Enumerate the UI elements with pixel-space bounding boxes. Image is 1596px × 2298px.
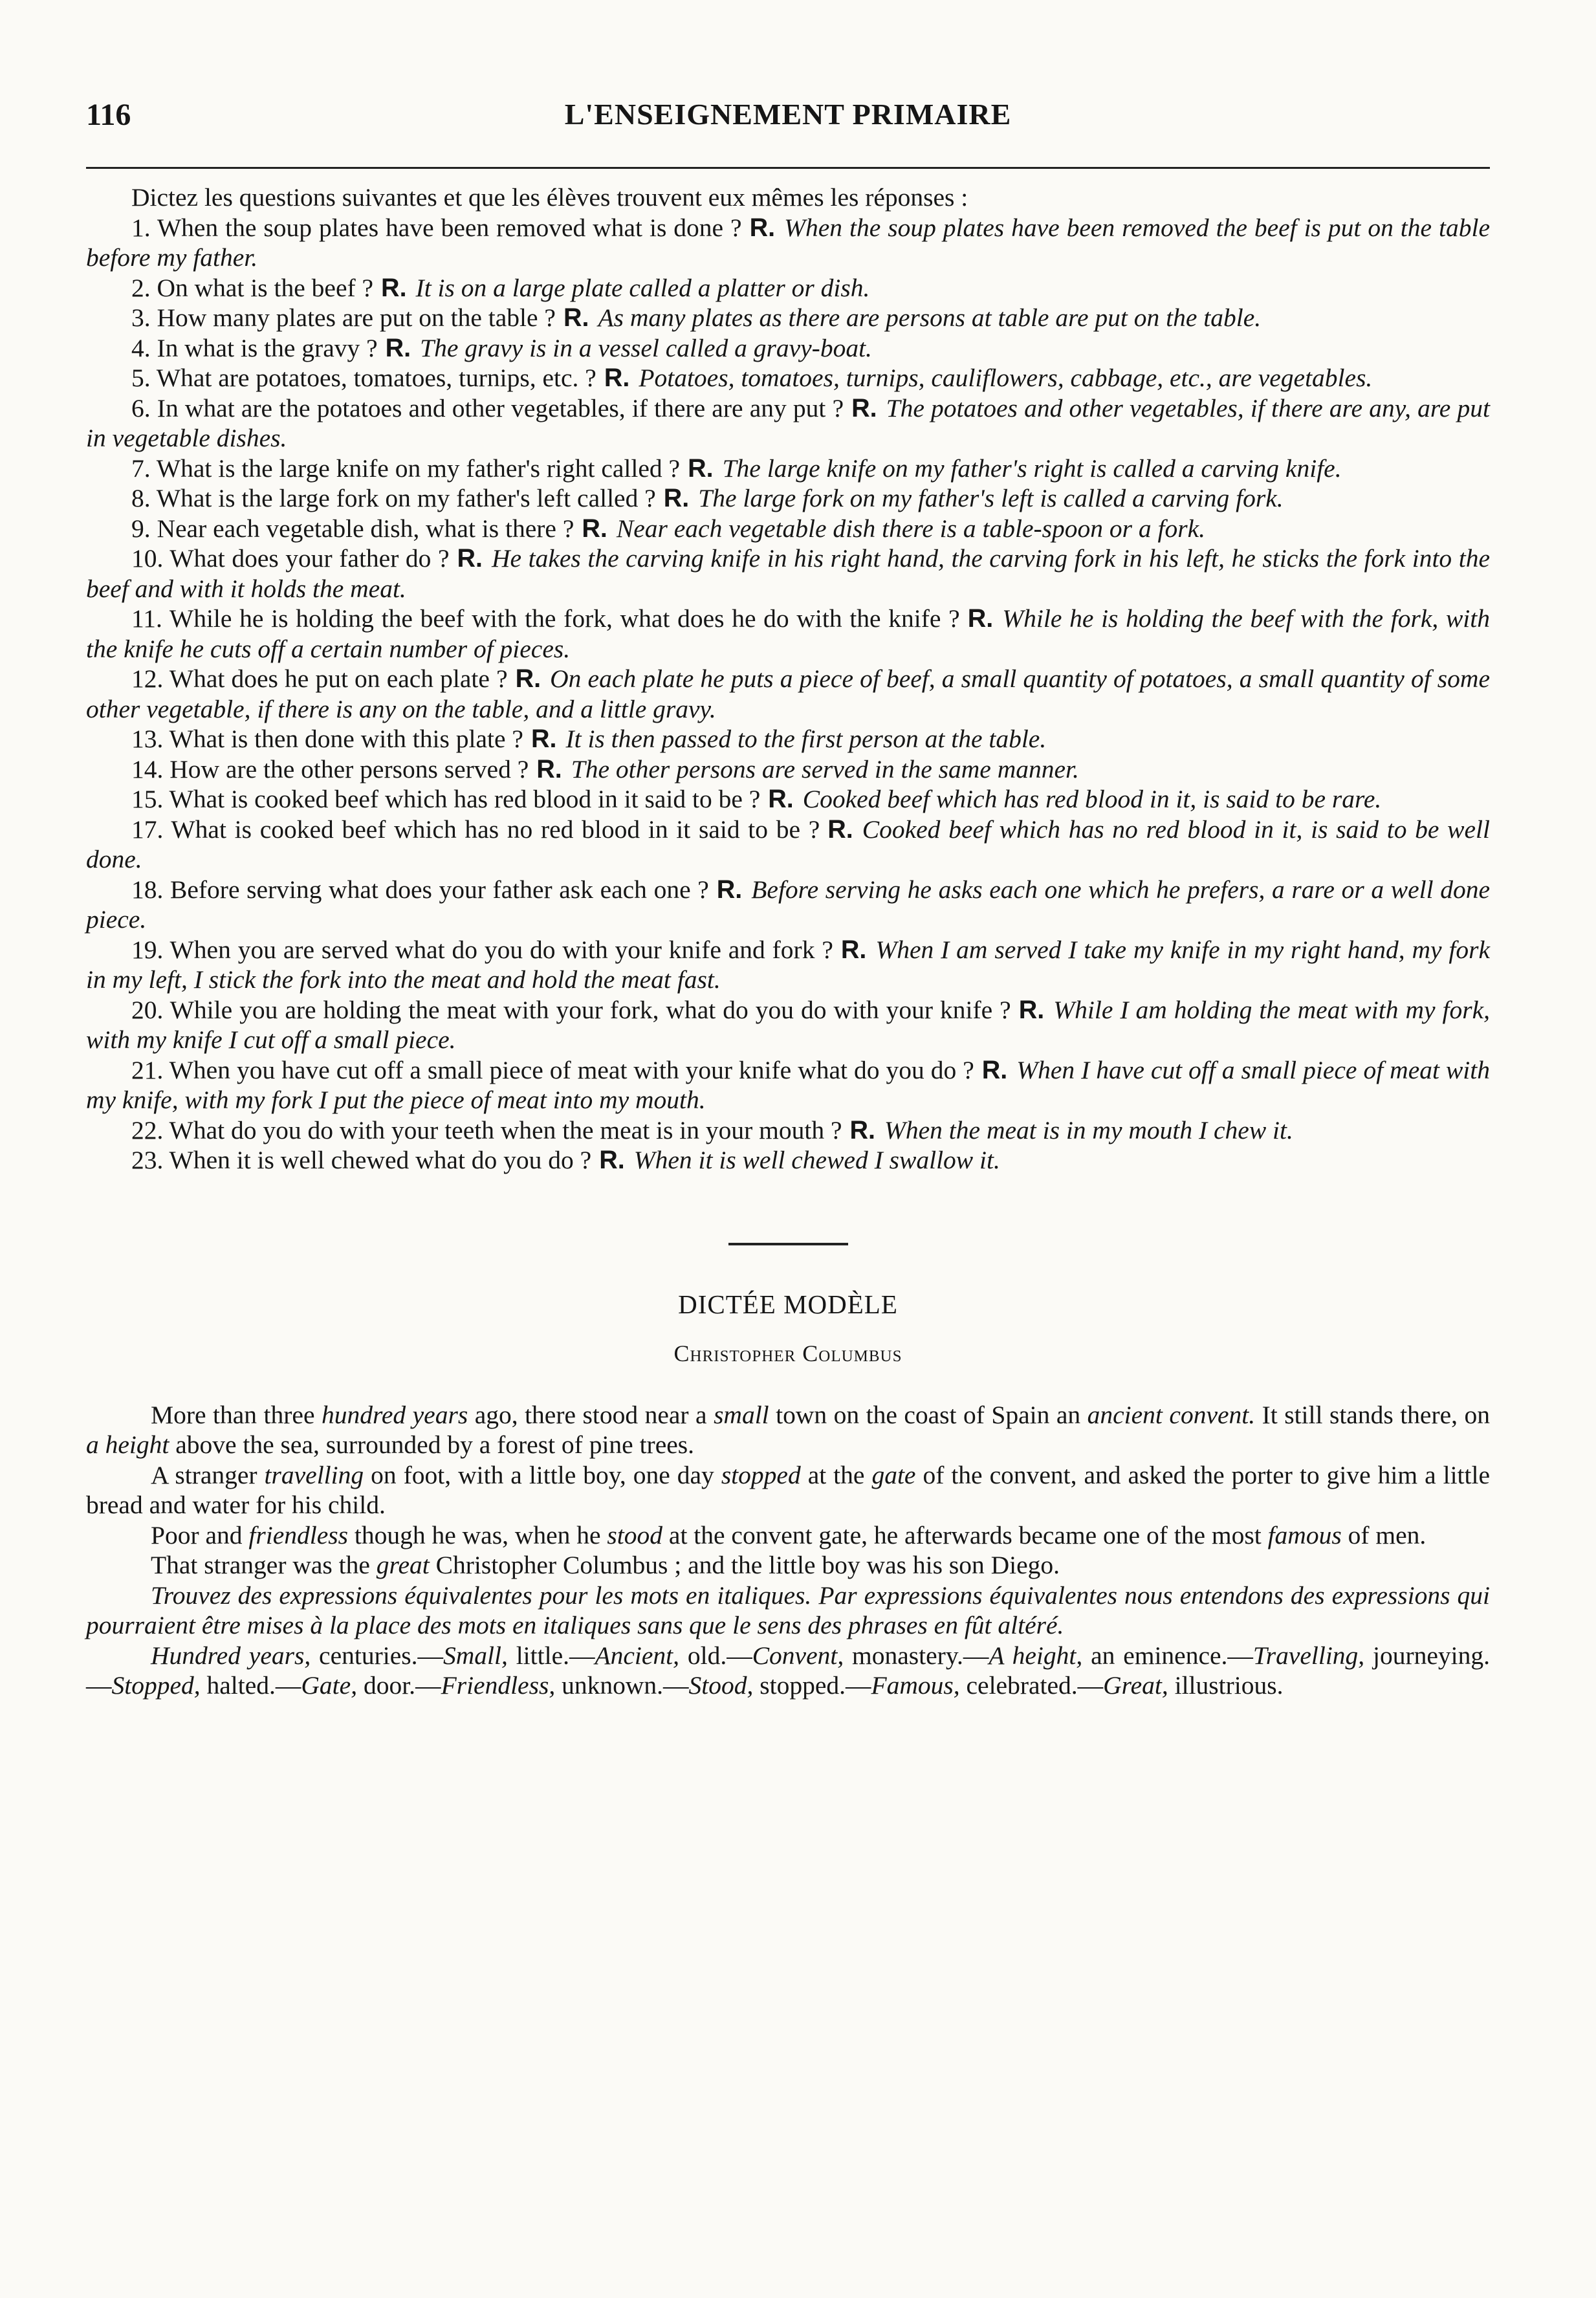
- answer-text: It is on a large plate called a platter or dish.: [415, 273, 870, 302]
- equivalent-word: Stopped,: [111, 1671, 201, 1700]
- question-text: When the soup plates have been removed what is done ?: [150, 213, 742, 242]
- question-text: What is then done with this plate ?: [163, 725, 523, 753]
- equivalent-word: Great,: [1103, 1671, 1168, 1700]
- question-number: 6.: [131, 393, 151, 422]
- question-item: [86, 393, 1490, 454]
- dictee-paragraph: [86, 1520, 1490, 1551]
- answer-text: As many plates as there are persons at table are put on the table.: [598, 303, 1262, 332]
- question-text: When you are served what do you do with your knife and fork ?: [163, 935, 833, 964]
- equivalent-meaning: centuries.: [311, 1641, 418, 1670]
- answer-marker: R.: [381, 273, 407, 302]
- text-run: of men.: [1341, 1520, 1427, 1549]
- question-text: In what is the gravy ?: [150, 333, 378, 362]
- answer-marker: R.: [716, 875, 743, 904]
- text-run: Poor and: [151, 1520, 249, 1549]
- question-item: [86, 454, 1490, 484]
- italic-word: ancient: [1087, 1400, 1163, 1429]
- text-run: above the sea, surrounded by a forest of pine trees.: [169, 1430, 695, 1459]
- question-text: What do you do with your teeth when the meat is in your mouth ?: [163, 1115, 842, 1144]
- equivalent-word: A height,: [989, 1641, 1083, 1670]
- answer-marker: R.: [688, 454, 714, 483]
- equivalent-meaning: door.: [357, 1671, 416, 1700]
- text-run: at the convent gate, he afterwards became one of the most: [662, 1520, 1268, 1549]
- text-run: More than three: [151, 1400, 322, 1429]
- question-number: 17.: [131, 815, 164, 844]
- answer-marker: R.: [563, 303, 589, 332]
- question-number: 18.: [131, 875, 164, 904]
- question-number: 23.: [131, 1146, 164, 1174]
- dictee-paragraph: [86, 1460, 1490, 1520]
- equivalent-meaning: monastery.: [844, 1641, 963, 1670]
- answer-text: When the meat is in my mouth I chew it.: [884, 1115, 1293, 1144]
- question-number: 12.: [131, 664, 164, 693]
- answer-marker: R.: [457, 544, 483, 573]
- answer-text: Near each vegetable dish there is a table-spoon or a fork.: [616, 514, 1206, 543]
- question-item: [86, 935, 1490, 995]
- equivalent-meaning: stopped.: [753, 1671, 846, 1700]
- equivalent-word: Friendless,: [441, 1671, 556, 1700]
- dictee-instruction: Trouvez des expressions équivalentes pour les mots en italiques. Par expressions équivalentes nous entendons des expressions qui pourraient être mises à la place des mots en italiques sans que le sens des phrases en fût altéré.: [86, 1581, 1490, 1639]
- page-number: 116: [86, 98, 131, 132]
- question-text: Before serving what does your father ask each one ?: [163, 875, 709, 904]
- question-item: [86, 333, 1490, 364]
- equivalent-word: Small,: [443, 1641, 508, 1670]
- answer-text: On each plate he puts a piece of beef, a small quantity of potatoes, a small quantity of some other vegetable, if there is any on the table, and a little gravy.: [86, 664, 1490, 723]
- question-text: What is the large knife on my father's right called ?: [150, 454, 681, 483]
- answer-marker: R.: [582, 514, 607, 543]
- dictee-text: [86, 1400, 1490, 1581]
- question-text: What is cooked beef which has no red blood in it said to be ?: [163, 815, 820, 844]
- italic-word: travelling: [264, 1460, 364, 1489]
- answer-marker: R.: [967, 604, 994, 633]
- answer-text: Cooked beef which has no red blood in it, is said to be well done.: [86, 815, 1490, 873]
- question-number: 15.: [131, 785, 164, 813]
- question-number: 7.: [131, 454, 151, 483]
- italic-word: a height: [86, 1430, 169, 1459]
- question-number: 9.: [131, 514, 151, 543]
- question-number: 11.: [131, 604, 162, 633]
- question-number: 20.: [131, 995, 164, 1024]
- question-number: 5.: [131, 364, 151, 392]
- question-item: [86, 363, 1490, 393]
- question-item: [86, 1115, 1490, 1146]
- question-text: What does he put on each plate ?: [163, 664, 508, 693]
- text-run: [1163, 1401, 1170, 1429]
- answer-marker: R.: [604, 364, 630, 392]
- question-number: 21.: [131, 1055, 164, 1084]
- answer-marker: R.: [385, 333, 411, 362]
- answer-text: Cooked beef which has red blood in it, is said to be rare.: [802, 785, 1382, 813]
- answer-marker: R.: [827, 815, 853, 844]
- question-text: How are the other persons served ?: [163, 754, 529, 783]
- question-item: [86, 273, 1490, 303]
- question-number: 22.: [131, 1115, 164, 1144]
- answer-marker: R.: [1018, 995, 1045, 1024]
- italic-word: stood: [607, 1520, 663, 1549]
- question-number: 10.: [131, 544, 164, 573]
- answer-marker: R.: [530, 725, 557, 753]
- equivalent-word: Convent,: [752, 1641, 844, 1670]
- question-item: [86, 213, 1490, 273]
- dictee-title: DICTÉE MODÈLE: [678, 1289, 898, 1319]
- question-number: 19.: [131, 935, 164, 964]
- equivalent-word: Ancient,: [595, 1641, 680, 1670]
- italic-word: stopped: [721, 1460, 801, 1489]
- answer-marker: R.: [599, 1146, 625, 1174]
- answer-text: The other persons are served in the same manner.: [571, 754, 1079, 783]
- question-text: When you have cut off a small piece of meat with your knife what do you do ?: [163, 1055, 974, 1084]
- dictee-paragraph: [86, 1550, 1490, 1581]
- equivalent-meaning: unknown.: [555, 1671, 663, 1700]
- answer-marker: R.: [515, 664, 541, 693]
- text-run: A stranger: [151, 1460, 265, 1489]
- answer-text: The gravy is in a vessel called a gravy-boat.: [420, 333, 872, 362]
- exercise-intro: Dictez les questions suivantes et que les élèves trouvent eux mêmes les réponses :: [131, 183, 968, 212]
- question-item: [86, 303, 1490, 333]
- question-text: What does your father do ?: [163, 544, 450, 573]
- equivalent-meaning: celebrated.: [959, 1671, 1078, 1700]
- question-item: [86, 754, 1490, 785]
- answer-text: The large fork on my father's left is called a carving fork.: [698, 484, 1284, 512]
- text-run: Christopher Columbus ; and the little boy was his son Diego.: [429, 1551, 1060, 1579]
- equivalent-word: Famous,: [871, 1671, 960, 1700]
- question-number: 14.: [131, 754, 164, 783]
- italic-word: small: [714, 1400, 769, 1429]
- question-answer-list: [86, 213, 1490, 1176]
- question-item: [86, 1055, 1490, 1115]
- answer-marker: R.: [768, 785, 794, 813]
- answer-marker: R.: [749, 213, 776, 242]
- answer-marker: R.: [851, 393, 877, 422]
- running-title: L'ENSEIGNEMENT PRIMAIRE: [564, 98, 1012, 131]
- dictee-subtitle: Christopher Columbus: [673, 1340, 902, 1366]
- question-item: [86, 483, 1490, 514]
- answer-text: When the soup plates have been removed the beef is put on the table before my father.: [86, 213, 1490, 272]
- answer-text: The large knife on my father's right is called a carving knife.: [722, 454, 1342, 483]
- text-run: town on the coast of Spain an: [769, 1400, 1088, 1429]
- question-item: [86, 815, 1490, 875]
- italic-word: hundred years: [321, 1400, 468, 1429]
- answer-text: Before serving he asks each one which he prefers, a rare or a well done piece.: [86, 875, 1490, 934]
- answer-text: It is then passed to the first person at the table.: [565, 725, 1047, 753]
- answer-text: He takes the carving knife in his right hand, the carving fork in his left, he sticks the fork into the beef and with it holds the meat.: [86, 544, 1490, 603]
- question-text: In what are the potatoes and other vegetables, if there are any put ?: [150, 393, 844, 422]
- equivalent-meaning: an eminence.: [1082, 1641, 1228, 1670]
- question-item: [86, 543, 1490, 604]
- text-run: That stranger was the: [151, 1551, 377, 1579]
- equivalent-meaning: old.: [679, 1641, 727, 1670]
- italic-word: famous: [1267, 1520, 1342, 1549]
- answer-marker: R.: [536, 754, 562, 783]
- answer-text: The potatoes and other vegetables, if there are any, are put in vegetable dishes.: [86, 393, 1490, 452]
- italic-word: gate: [871, 1460, 916, 1489]
- section-separator: [728, 1243, 848, 1245]
- equivalent-meaning: little.: [507, 1641, 569, 1670]
- answer-marker: R.: [849, 1115, 875, 1144]
- question-item: [86, 604, 1490, 664]
- question-number: 8.: [131, 484, 151, 512]
- text-run: It still stands there, on: [1255, 1400, 1491, 1429]
- question-text: Near each vegetable dish, what is there ?: [150, 514, 574, 543]
- question-text: What are potatoes, tomatoes, turnips, etc. ?: [150, 364, 596, 392]
- page: [86, 97, 1491, 1700]
- page-header: [86, 97, 1490, 145]
- page-body: [86, 182, 1490, 1701]
- question-text: When it is well chewed what do you do ?: [163, 1146, 592, 1174]
- question-text: While he is holding the beef with the fork, what does he do with the knife ?: [162, 604, 960, 633]
- question-item: [86, 784, 1490, 815]
- question-item: [86, 514, 1490, 544]
- text-run: at the: [800, 1460, 872, 1489]
- question-text: On what is the beef ?: [150, 273, 374, 302]
- equivalent-meaning: illustrious.: [1168, 1671, 1284, 1700]
- equivalent-word: Hundred years,: [151, 1641, 311, 1670]
- question-text: While you are holding the meat with your fork, what do you do with your knife ?: [163, 995, 1011, 1024]
- answer-text: While he is holding the beef with the fork, with the knife he cuts off a certain number of pieces.: [86, 604, 1490, 663]
- answer-text: Potatoes, tomatoes, turnips, cauliflowers, cabbage, etc., are vegetables.: [639, 364, 1373, 392]
- equivalent-meaning: halted.: [200, 1671, 276, 1700]
- italic-word: friendless: [248, 1520, 349, 1549]
- question-item: [86, 1145, 1490, 1176]
- text-run: of the convent, and asked the porter to give him a little bread and water for his child.: [86, 1460, 1491, 1519]
- equivalent-word: Travelling,: [1252, 1641, 1365, 1670]
- question-item: [86, 995, 1490, 1055]
- question-item: [86, 664, 1490, 724]
- question-number: 4.: [131, 333, 151, 362]
- answer-marker: R.: [663, 484, 690, 512]
- header-rule: [86, 167, 1490, 169]
- equivalents-list: Hundred years, centuries.—Small, little.—Ancient, old.—Convent, monastery.—A height, an eminence.—Travelling, journeying.—Stopped, halted.—Gate, door.—Friendless, unknown.—Stood, stopped.—Famous, celebrated.—Great, illustrious.: [86, 1641, 1491, 1700]
- equivalent-meaning: journeying.: [1364, 1641, 1491, 1670]
- question-item: [86, 875, 1490, 935]
- question-number: 3.: [131, 303, 151, 332]
- question-text: What is the large fork on my father's left called ?: [150, 484, 656, 512]
- question-number: 13.: [131, 725, 164, 753]
- question-item: [86, 724, 1490, 754]
- text-run: ago, there stood near a: [468, 1400, 714, 1429]
- answer-text: When I have cut off a small piece of meat with my knife, with my fork I put the piece of meat into my mouth.: [86, 1055, 1490, 1114]
- answer-text: When it is well chewed I swallow it.: [633, 1146, 1000, 1174]
- answer-text: While I am holding the meat with my fork, with my knife I cut off a small piece.: [86, 995, 1490, 1054]
- question-number: 2.: [131, 273, 151, 302]
- equivalent-word: Stood,: [688, 1671, 754, 1700]
- question-text: How many plates are put on the table ?: [150, 303, 556, 332]
- answer-marker: R.: [840, 935, 867, 964]
- answer-text: When I am served I take my knife in my right hand, my fork in my left, I stick the fork into the meat and hold the meat fast.: [86, 935, 1490, 994]
- equivalent-word: Gate,: [301, 1671, 358, 1700]
- italic-word: great: [376, 1551, 430, 1579]
- dictee-paragraph: [86, 1400, 1490, 1460]
- answer-marker: R.: [981, 1055, 1008, 1084]
- text-run: though he was, when he: [348, 1520, 607, 1549]
- text-run: on foot, with a little boy, one day: [364, 1460, 721, 1489]
- question-text: What is cooked beef which has red blood in it said to be ?: [163, 785, 761, 813]
- question-number: 1.: [131, 213, 151, 242]
- italic-word: convent.: [1169, 1400, 1256, 1429]
